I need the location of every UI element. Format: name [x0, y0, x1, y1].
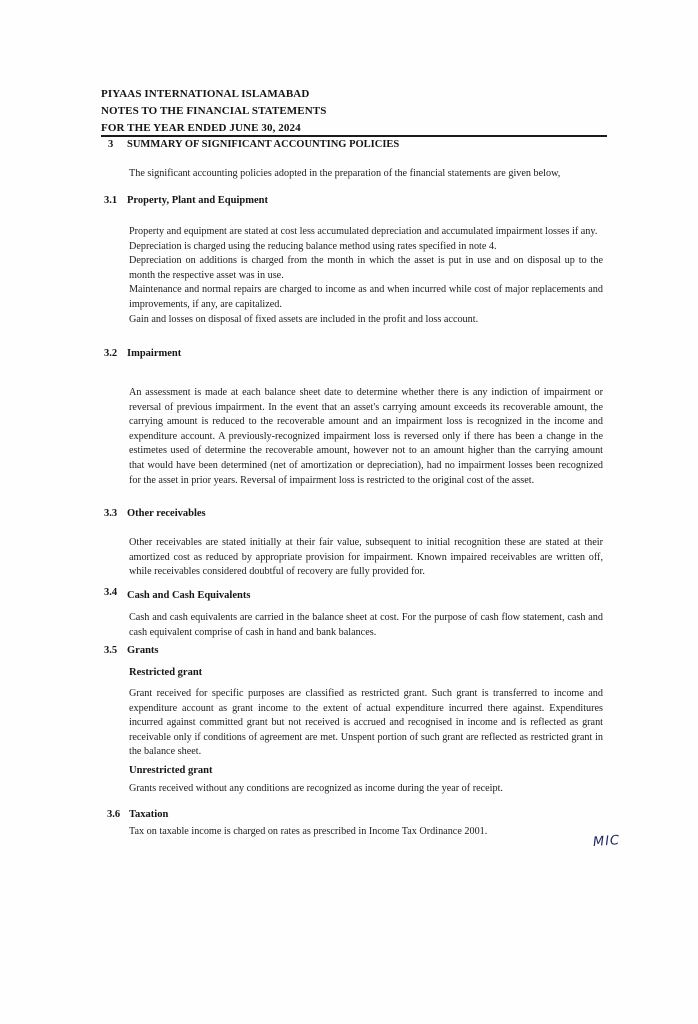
note-intro-text: The significant accounting policies adopted in the preparation of the financial statements are given below,: [129, 168, 561, 179]
section-number: 3.4: [104, 587, 118, 598]
note-title: SUMMARY OF SIGNIFICANT ACCOUNTING POLICIES: [127, 139, 400, 150]
section-title-other-receivables: Other receivables: [127, 508, 206, 519]
paragraph: Property and equipment are stated at cost less accumulated depreciation and accumulated impairment losses if any.: [129, 226, 598, 237]
document-title: NOTES TO THE FINANCIAL STATEMENTS: [101, 105, 327, 117]
note-intro: [129, 167, 603, 182]
section-body-cash-equivalents: [129, 611, 603, 640]
section-title-grants: Grants: [127, 645, 159, 656]
paragraph: An assessment is made at each balance sheet date to determine whether there is any indiction of impairment or reversal of previous impairment. In the event that an asset's carrying amount exceeds its recoverable amount, the carrying amount is reduced to the recoverable amount and an impairment loss is recognized in the income and expenditure account. A previously-recognized impairment loss is reversed only if there has been a change in the estimetes used of determine the recoverable amount, however not to an amount higher than the carrying amount that would have been determined (net of amortization or depreciation), had no impairment losses been recognized for the asset in prior years. Reversal of impairment loss is restricted to the original cost of the asset.: [129, 387, 603, 486]
paragraph: Other receivables are stated initially at their fair value, subsequent to initial recognition these are stated at their amortized cost as reduced by appropriate provision for impairment. Known impaired receivables are written off, while receivables considered doubtful of recovery are fully provided for.: [129, 537, 603, 578]
section-body-impairment: [129, 386, 603, 488]
paragraph: Gain and losses on disposal of fixed assets are included in the profit and loss account.: [129, 313, 479, 325]
subsection-title-restricted-grant: Restricted grant: [129, 667, 203, 678]
section-number: 3.2: [104, 348, 118, 359]
header-divider: [101, 135, 607, 137]
section-body-other-receivables: [129, 536, 603, 580]
section-number: 3.1: [104, 195, 118, 206]
paragraph: Maintenance and normal repairs are charged to income as and when incurred while cost of major replacements and improvements, if any, are capitalized.: [129, 284, 603, 310]
section-number: 3.5: [104, 645, 118, 656]
paragraph: Tax on taxable income is charged on rates as prescribed in Income Tax Ordinance 2001.: [129, 826, 488, 837]
section-title-cash-equivalents: Cash and Cash Equivalents: [127, 590, 251, 601]
section-title-taxation: Taxation: [129, 809, 169, 820]
section-title-impairment: Impairment: [127, 348, 182, 359]
paragraph: Depreciation is charged using the reducing balance method using rates specified in note 4.: [129, 240, 497, 252]
handwritten-initials: MIC: [592, 833, 621, 850]
paragraph: Cash and cash equivalents are carried in the balance sheet at cost. For the purpose of cash flow statement, cash and cash equivalent comprise of cash in hand and bank balances.: [129, 612, 603, 638]
section-title-property-plant-equipment: Property, Plant and Equipment: [127, 195, 268, 206]
section-body-taxation: [129, 825, 603, 840]
subsection-body-restricted-grant: [129, 687, 603, 760]
subsection-title-unrestricted-grant: Unrestricted grant: [129, 765, 213, 776]
section-body-property-plant-equipment: [129, 225, 603, 327]
section-number: 3.6: [107, 809, 121, 820]
reporting-period: FOR THE YEAR ENDED JUNE 30, 2024: [101, 122, 301, 134]
subsection-body-unrestricted-grant: [129, 782, 603, 797]
paragraph: Grant received for specific purposes are classified as restricted grant. Such grant is transferred to income and expenditure account as grant income to the extent of actual expenditure incurred there against. Expenditures incurred against committed grant but not received is accrued and recognised in income and is reflected as grant receivable only if conditions of agreement are met. Unspent portion of such grant are reflected as restricted grant in the balance sheet.: [129, 688, 603, 758]
paragraph: Depreciation on additions is charged from the month in which the asset is put in use and on disposal up to the month the respective asset was in use.: [129, 255, 603, 281]
organization-name: PIYAAS INTERNATIONAL ISLAMABAD: [101, 88, 310, 100]
note-number: 3: [108, 139, 114, 150]
paragraph: Grants received without any conditions are recognized as income during the year of receipt.: [129, 783, 503, 794]
section-number: 3.3: [104, 508, 118, 519]
